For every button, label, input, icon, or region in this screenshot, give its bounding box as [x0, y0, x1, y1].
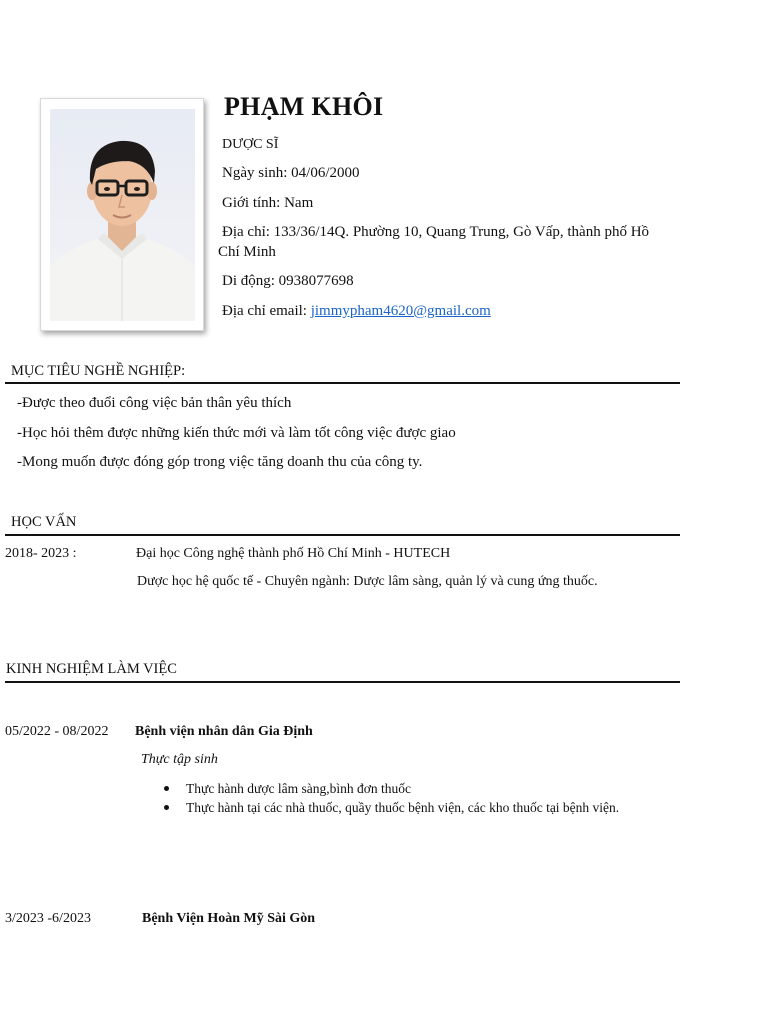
- job-title: DƯỢC SĨ: [222, 137, 279, 152]
- person-portrait-image: [50, 109, 195, 321]
- job-task: Thực hành dược lâm sàng,bình đơn thuốc: [164, 779, 619, 798]
- education-divider: [5, 534, 680, 536]
- email-label: Địa chỉ email:: [222, 303, 311, 319]
- education-major: Dược học hệ quốc tế - Chuyên ngành: Dược lâm sàng, quản lý và cung ứng thuốc.: [137, 574, 598, 589]
- email-row: [222, 303, 491, 320]
- objective-item: -Học hỏi thêm được những kiến thức mới và làm tốt công việc được giao: [17, 425, 456, 441]
- gender: Giới tính: Nam: [222, 195, 314, 211]
- birth-date: Ngày sinh: 04/06/2000: [222, 165, 360, 181]
- job-role: Thực tập sinh: [141, 752, 218, 767]
- job-company: Bệnh Viện Hoàn Mỹ Sài Gòn: [142, 911, 316, 926]
- profile-photo: [50, 109, 195, 321]
- objective-heading: MỤC TIÊU NGHỀ NGHIỆP:: [11, 363, 186, 379]
- education-school: Đại học Công nghệ thành phố Hồ Chí Minh - HUTECH: [136, 546, 451, 561]
- email-link[interactable]: jimmypham4620@gmail.com: [310, 303, 491, 319]
- education-period: 2018- 2023 :: [5, 546, 77, 561]
- experience-divider: [5, 681, 680, 683]
- job-task: Thực hành tại các nhà thuốc, quầy thuốc bệnh viện, các kho thuốc tại bệnh viện.: [164, 798, 619, 817]
- job-period: 3/2023 -6/2023: [5, 911, 91, 926]
- phone: Di động: 0938077698: [222, 273, 354, 289]
- candidate-name: PHẠM KHÔI: [224, 92, 384, 121]
- objective-item: -Mong muốn được đóng góp trong việc tăng doanh thu của công ty.: [17, 454, 423, 470]
- address-line-1: Địa chỉ: 133/36/14Q. Phường 10, Quang Trung, Gò Vấp, thành phố Hồ: [222, 224, 650, 240]
- address-line-2: Chí Minh: [218, 244, 276, 260]
- education-heading: HỌC VẤN: [11, 514, 77, 530]
- bullet-icon: [164, 786, 169, 791]
- job-company: Bệnh viện nhân dân Gia Định: [135, 724, 313, 739]
- job-task-list: [164, 779, 619, 817]
- experience-heading: KINH NGHIỆM LÀM VIỆC: [6, 661, 177, 677]
- bullet-icon: [164, 805, 169, 810]
- objective-item: -Được theo đuổi công việc bản thân yêu thích: [17, 395, 292, 411]
- profile-photo-frame: [40, 98, 204, 331]
- objective-divider: [5, 382, 680, 384]
- job-period: 05/2022 - 08/2022: [5, 724, 109, 739]
